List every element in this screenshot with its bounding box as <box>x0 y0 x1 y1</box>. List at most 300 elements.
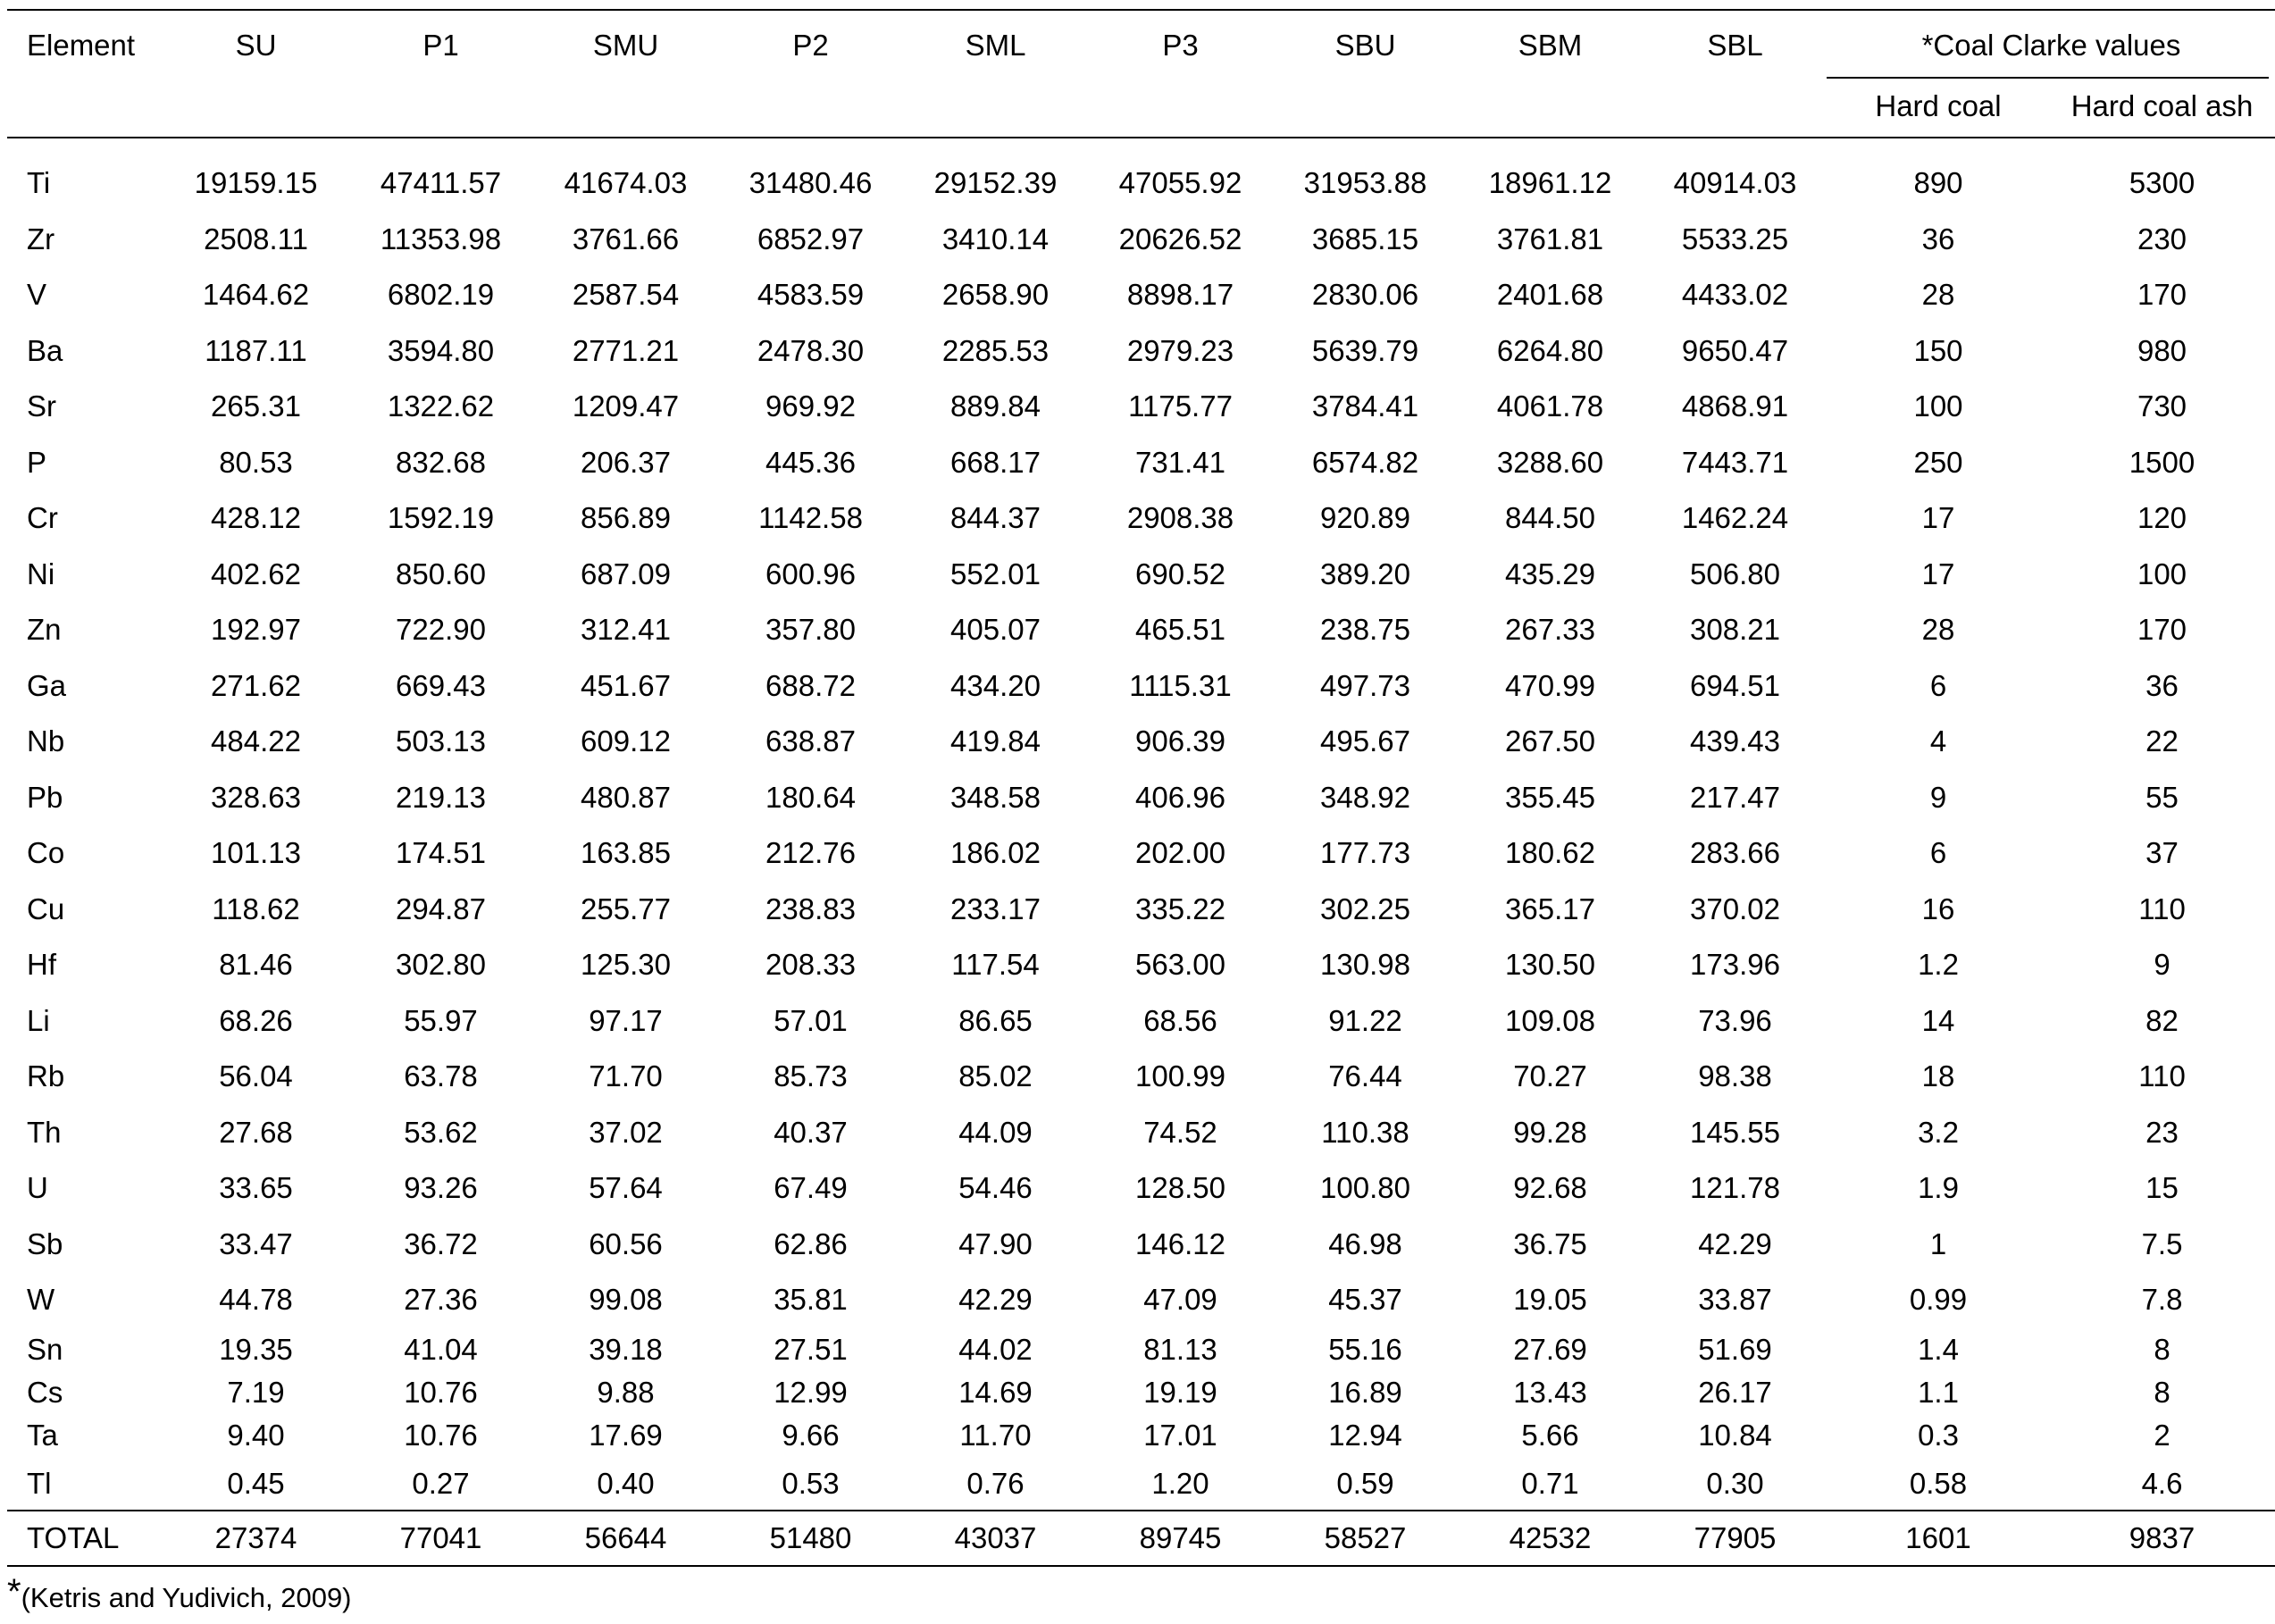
table-cell: 230 <box>2137 222 2187 255</box>
table-cell: 17.69 <box>589 1418 663 1452</box>
table-cell: 480.87 <box>581 780 671 814</box>
table-cell: 2 <box>2154 1418 2170 1452</box>
table-cell: 688.72 <box>765 668 856 702</box>
table-cell: 74.52 <box>1143 1115 1217 1149</box>
table-cell: 3288.60 <box>1496 445 1604 479</box>
table-cell: 46.98 <box>1328 1226 1402 1260</box>
header-col-p3: P3 <box>1162 29 1199 62</box>
table-cell: 5639.79 <box>1311 333 1419 367</box>
table-cell: 2285.53 <box>941 333 1050 367</box>
footnote-text: (Ketris and Yudivich, 2009) <box>21 1582 352 1613</box>
table-cell: 192.97 <box>211 613 301 647</box>
table-cell: 1209.47 <box>572 389 680 423</box>
row-element-label: Li <box>27 1003 50 1037</box>
table-cell: 97.17 <box>589 1003 663 1037</box>
row-element-label: Hf <box>27 948 56 982</box>
table-row <box>0 937 2275 993</box>
table-cell: 67.49 <box>774 1171 848 1205</box>
table-cell: 9 <box>1929 780 1947 814</box>
table-cell: 9 <box>2154 948 2170 982</box>
row-element-label: Sr <box>27 389 56 423</box>
table-cell: 302.80 <box>396 948 486 982</box>
table-cell: 1592.19 <box>387 501 495 535</box>
table-cell: 1.2 <box>1918 948 1959 982</box>
table-cell: 16.89 <box>1328 1375 1402 1409</box>
table-cell: 1.4 <box>1918 1332 1959 1366</box>
table-cell: 308.21 <box>1690 613 1780 647</box>
table-cell: 19.19 <box>1143 1375 1217 1409</box>
table-cell: 3784.41 <box>1311 389 1419 423</box>
table-cell: 125.30 <box>581 948 671 982</box>
table-cell: 174.51 <box>396 836 486 870</box>
table-cell: 86.65 <box>958 1003 1033 1037</box>
table-cell: 506.80 <box>1690 557 1780 590</box>
table-cell: 146.12 <box>1135 1226 1225 1260</box>
row-element-label: V <box>27 278 47 312</box>
table-row <box>0 1217 2275 1273</box>
table-row <box>0 547 2275 603</box>
table-cell: 445.36 <box>765 445 856 479</box>
table-cell: 355.45 <box>1505 780 1595 814</box>
table-cell: 8 <box>2154 1332 2170 1366</box>
table-cell: 419.84 <box>950 724 1041 758</box>
table-cell: 389.20 <box>1320 557 1410 590</box>
row-element-label: Ti <box>27 166 51 200</box>
table-cell: 17.01 <box>1143 1418 1217 1452</box>
table-cell: 850.60 <box>396 557 486 590</box>
table-cell: 4433.02 <box>1681 278 1789 312</box>
table-cell: 17 <box>1921 557 1955 590</box>
table-cell: 42.29 <box>1698 1226 1772 1260</box>
table-cell: 6574.82 <box>1311 445 1419 479</box>
table-cell: 2979.23 <box>1126 333 1234 367</box>
table-cell: 36 <box>2145 668 2179 702</box>
table-cell: 98.38 <box>1698 1059 1772 1093</box>
total-cell: 89745 <box>1139 1520 1222 1554</box>
table-cell: 6802.19 <box>387 278 495 312</box>
table-cell: 6852.97 <box>757 222 865 255</box>
table-cell: 470.99 <box>1505 668 1595 702</box>
table-cell: 19.05 <box>1513 1283 1587 1317</box>
table-cell: 12.94 <box>1328 1418 1402 1452</box>
table-cell: 26.17 <box>1698 1375 1772 1409</box>
table-cell: 250 <box>1913 445 1963 479</box>
header-row-2 <box>0 75 2275 138</box>
table-cell: 36.75 <box>1513 1226 1587 1260</box>
total-row <box>0 1511 2275 1566</box>
table-cell: 370.02 <box>1690 892 1780 925</box>
table-cell: 35.81 <box>774 1283 848 1317</box>
table-cell: 6264.80 <box>1496 333 1604 367</box>
table-cell: 312.41 <box>581 613 671 647</box>
table-cell: 428.12 <box>211 501 301 535</box>
table-cell: 8 <box>2154 1375 2170 1409</box>
table-cell: 2587.54 <box>572 278 680 312</box>
table-cell: 0.58 <box>1909 1466 1968 1500</box>
header-col-p1: P1 <box>422 29 459 62</box>
total-cell: 56644 <box>584 1520 667 1554</box>
table-cell: 265.31 <box>211 389 301 423</box>
table-cell: 6 <box>1929 668 1947 702</box>
table-cell: 44.78 <box>219 1283 293 1317</box>
table-cell: 2401.68 <box>1496 278 1604 312</box>
table-cell: 11353.98 <box>380 222 502 255</box>
table-cell: 18961.12 <box>1488 166 1612 200</box>
row-element-label: Pb <box>27 780 63 814</box>
table-cell: 730 <box>2137 389 2187 423</box>
table-cell: 1462.24 <box>1681 501 1789 535</box>
table-row <box>0 379 2275 435</box>
table-cell: 110 <box>2138 892 2186 925</box>
row-element-label: P <box>27 445 47 479</box>
table-cell: 4061.78 <box>1496 389 1604 423</box>
table-body <box>0 138 2275 1566</box>
table-cell: 36.72 <box>404 1226 478 1260</box>
table-row <box>0 267 2275 323</box>
table-cell: 31480.46 <box>749 166 873 200</box>
table-cell: 18 <box>1921 1059 1955 1093</box>
table-row <box>0 1049 2275 1105</box>
table-cell: 120 <box>2137 501 2187 535</box>
row-element-label: U <box>27 1171 48 1205</box>
table-cell: 71.70 <box>589 1059 663 1093</box>
table-cell: 0.76 <box>966 1466 1025 1500</box>
table-cell: 731.41 <box>1135 445 1225 479</box>
total-cell: 77905 <box>1694 1520 1777 1554</box>
table-row <box>0 435 2275 491</box>
table-cell: 4.6 <box>2141 1466 2183 1500</box>
table-cell: 2830.06 <box>1311 278 1419 312</box>
header-coal-clarke-group: *Coal Clarke values <box>1921 29 2181 62</box>
table-cell: 7443.71 <box>1681 445 1789 479</box>
row-element-label: Sn <box>27 1332 63 1366</box>
row-element-label: Zn <box>27 613 62 647</box>
table-cell: 55.16 <box>1328 1332 1402 1366</box>
table-cell: 1500 <box>2129 445 2196 479</box>
table-cell: 434.20 <box>950 668 1041 702</box>
table-cell: 130.98 <box>1320 948 1410 982</box>
table-row <box>0 490 2275 547</box>
table-cell: 980 <box>2137 333 2187 367</box>
table-cell: 439.43 <box>1690 724 1780 758</box>
table-row <box>0 993 2275 1050</box>
table-cell: 63.78 <box>404 1059 478 1093</box>
table-cell: 68.26 <box>219 1003 293 1037</box>
header-col-sml: SML <box>965 29 1026 62</box>
table-cell: 2771.21 <box>572 333 680 367</box>
table-cell: 101.13 <box>211 836 301 870</box>
table-cell: 3761.81 <box>1496 222 1604 255</box>
table-row <box>0 1105 2275 1161</box>
table-cell: 3410.14 <box>941 222 1050 255</box>
table-cell: 17 <box>1921 501 1955 535</box>
table-cell: 495.67 <box>1320 724 1410 758</box>
table-cell: 233.17 <box>950 892 1041 925</box>
table-cell: 44.02 <box>958 1332 1033 1366</box>
table-cell: 80.53 <box>219 445 293 479</box>
table-cell: 328.63 <box>211 780 301 814</box>
table-cell: 0.3 <box>1918 1418 1959 1452</box>
table-cell: 402.62 <box>211 557 301 590</box>
total-cell: 77041 <box>399 1520 482 1554</box>
table-cell: 4583.59 <box>757 278 865 312</box>
table-cell: 302.25 <box>1320 892 1410 925</box>
row-element-label: Cs <box>27 1375 63 1409</box>
table-cell: 8898.17 <box>1126 278 1234 312</box>
table-row <box>0 323 2275 380</box>
table-cell: 348.92 <box>1320 780 1410 814</box>
table-row <box>0 1272 2275 1328</box>
table-cell: 41.04 <box>404 1332 478 1366</box>
table-cell: 150 <box>1913 333 1963 367</box>
table-cell: 19159.15 <box>194 166 318 200</box>
table-cell: 267.50 <box>1505 724 1595 758</box>
table-cell: 57.01 <box>774 1003 848 1037</box>
table-cell: 47.09 <box>1143 1283 1217 1317</box>
total-cell: 27374 <box>214 1520 297 1554</box>
table-cell: 0.45 <box>227 1466 285 1500</box>
table-cell: 348.58 <box>950 780 1041 814</box>
header-col-sbu: SBU <box>1334 29 1396 62</box>
table-cell: 23 <box>2145 1115 2179 1149</box>
table-cell: 844.50 <box>1505 501 1595 535</box>
table-cell: 55 <box>2145 780 2179 814</box>
table-cell: 145.55 <box>1690 1115 1780 1149</box>
table-cell: 99.08 <box>589 1283 663 1317</box>
table-row <box>0 155 2275 212</box>
table-cell: 0.27 <box>412 1466 470 1500</box>
table-cell: 1 <box>1929 1226 1947 1260</box>
table-cell: 5533.25 <box>1681 222 1789 255</box>
table-cell: 14 <box>1921 1003 1955 1037</box>
table-cell: 9650.47 <box>1681 333 1789 367</box>
header-hard-coal-ash: Hard coal ash <box>2070 89 2254 122</box>
row-element-label: Tl <box>27 1466 52 1500</box>
table-cell: 856.89 <box>581 501 671 535</box>
table-cell: 110 <box>2138 1059 2186 1093</box>
table-cell: 27.68 <box>219 1115 293 1149</box>
table-cell: 19.35 <box>219 1332 293 1366</box>
table-cell: 465.51 <box>1135 613 1225 647</box>
table-cell: 47411.57 <box>380 166 502 200</box>
row-element-label: Ta <box>27 1418 58 1452</box>
table-cell: 208.33 <box>765 948 856 982</box>
table-cell: 202.00 <box>1135 836 1225 870</box>
table-cell: 722.90 <box>396 613 486 647</box>
table-row <box>0 1371 2275 1414</box>
table-cell: 238.83 <box>765 892 856 925</box>
table-cell: 1.20 <box>1151 1466 1209 1500</box>
table-cell: 68.56 <box>1143 1003 1217 1037</box>
table-cell: 170 <box>2137 278 2187 312</box>
table-cell: 219.13 <box>396 780 486 814</box>
table-cell: 163.85 <box>581 836 671 870</box>
table-cell: 33.87 <box>1698 1283 1772 1317</box>
header-col-su: SU <box>235 29 277 62</box>
table-cell: 91.22 <box>1328 1003 1402 1037</box>
table-cell: 497.73 <box>1320 668 1410 702</box>
header-col-sbm: SBM <box>1518 29 1583 62</box>
row-element-label: W <box>27 1283 55 1317</box>
table-cell: 117.54 <box>951 948 1040 982</box>
table-cell: 609.12 <box>581 724 671 758</box>
table-cell: 31953.88 <box>1303 166 1427 200</box>
table-cell: 93.26 <box>404 1171 478 1205</box>
table-cell: 3761.66 <box>572 222 680 255</box>
footnote <box>7 1572 352 1614</box>
table-cell: 294.87 <box>396 892 486 925</box>
table-cell: 44.09 <box>958 1115 1033 1149</box>
table-cell: 690.52 <box>1135 557 1225 590</box>
table-cell: 1322.62 <box>387 389 495 423</box>
table-cell: 177.73 <box>1320 836 1410 870</box>
table-row <box>0 714 2275 770</box>
table-cell: 27.51 <box>774 1332 848 1366</box>
table-cell: 1142.58 <box>758 501 863 535</box>
table-row <box>0 1414 2275 1457</box>
table-cell: 600.96 <box>765 557 856 590</box>
table-row <box>0 1457 2275 1511</box>
row-element-label: Th <box>27 1115 62 1149</box>
table-row <box>0 825 2275 882</box>
table-cell: 118.62 <box>212 892 300 925</box>
table-cell: 81.13 <box>1143 1332 1217 1366</box>
table-cell: 7.8 <box>2141 1283 2183 1317</box>
total-label: TOTAL <box>27 1520 120 1554</box>
table-cell: 0.99 <box>1909 1283 1968 1317</box>
header-col-sbl: SBL <box>1707 29 1763 62</box>
table-cell: 365.17 <box>1505 892 1595 925</box>
table-cell: 100.80 <box>1320 1171 1410 1205</box>
table-cell: 844.37 <box>950 501 1041 535</box>
table-cell: 40.37 <box>774 1115 848 1149</box>
table-cell: 217.47 <box>1690 780 1780 814</box>
table-cell: 13.43 <box>1513 1375 1587 1409</box>
table-cell: 22 <box>2145 724 2179 758</box>
table-cell: 484.22 <box>211 724 301 758</box>
table-cell: 47.90 <box>958 1226 1033 1260</box>
table-cell: 435.29 <box>1505 557 1595 590</box>
table-cell: 1.1 <box>1918 1375 1959 1409</box>
table-cell: 563.00 <box>1135 948 1225 982</box>
footnote-asterisk: * <box>7 1572 21 1611</box>
row-element-label: Rb <box>27 1059 65 1093</box>
table-cell: 3.2 <box>1918 1115 1959 1149</box>
table-cell: 832.68 <box>396 445 486 479</box>
table-cell: 180.64 <box>765 780 856 814</box>
table-cell: 890 <box>1913 166 1963 200</box>
table-cell: 28 <box>1921 278 1955 312</box>
total-cell: 51480 <box>769 1520 852 1554</box>
table-cell: 56.04 <box>219 1059 293 1093</box>
row-element-label: Ni <box>27 557 55 590</box>
table-cell: 170 <box>2137 613 2187 647</box>
table-cell: 15 <box>2145 1171 2179 1205</box>
table-cell: 0.40 <box>597 1466 655 1500</box>
table-cell: 10.76 <box>404 1418 478 1452</box>
table-cell: 212.76 <box>765 836 856 870</box>
table-cell: 335.22 <box>1135 892 1225 925</box>
table-cell: 10.84 <box>1698 1418 1772 1452</box>
table-cell: 9.66 <box>782 1418 840 1452</box>
table-cell: 7.5 <box>2141 1226 2183 1260</box>
table-cell: 57.64 <box>589 1171 663 1205</box>
table-cell: 110.38 <box>1321 1115 1409 1149</box>
table-cell: 2478.30 <box>757 333 865 367</box>
table-cell: 130.50 <box>1505 948 1595 982</box>
table-cell: 186.02 <box>950 836 1041 870</box>
total-cell: 9837 <box>2129 1520 2196 1554</box>
table-cell: 33.65 <box>219 1171 293 1205</box>
table-cell: 669.43 <box>396 668 486 702</box>
table-cell: 27.36 <box>404 1283 478 1317</box>
table-cell: 76.44 <box>1328 1059 1402 1093</box>
table-cell: 100.99 <box>1135 1059 1225 1093</box>
table-cell: 85.02 <box>958 1059 1033 1093</box>
header-row-1 <box>0 16 2275 75</box>
table-cell: 238.75 <box>1320 613 1410 647</box>
table-cell: 406.96 <box>1135 780 1225 814</box>
table-cell: 638.87 <box>765 724 856 758</box>
table-cell: 920.89 <box>1320 501 1410 535</box>
table-cell: 54.46 <box>958 1171 1033 1205</box>
table-cell: 11.70 <box>959 1418 1032 1452</box>
row-element-label: Zr <box>27 222 55 255</box>
table-cell: 40914.03 <box>1673 166 1797 200</box>
table-cell: 3685.15 <box>1311 222 1419 255</box>
row-element-label: Ba <box>27 333 63 367</box>
total-cell: 42532 <box>1509 1520 1592 1554</box>
table-cell: 16 <box>1921 892 1955 925</box>
row-element-label: Ga <box>27 668 67 702</box>
table-cell: 180.62 <box>1505 836 1595 870</box>
table-cell: 0.53 <box>782 1466 840 1500</box>
table-cell: 552.01 <box>950 557 1041 590</box>
row-element-label: Nb <box>27 724 65 758</box>
table-row <box>0 212 2275 268</box>
table-cell: 12.99 <box>774 1375 848 1409</box>
table-cell: 694.51 <box>1690 668 1780 702</box>
table-cell: 47055.92 <box>1118 166 1242 200</box>
total-cell: 58527 <box>1324 1520 1407 1554</box>
table-cell: 267.33 <box>1505 613 1595 647</box>
table-cell: 109.08 <box>1505 1003 1595 1037</box>
table-cell: 14.69 <box>958 1375 1033 1409</box>
table-cell: 45.37 <box>1328 1283 1402 1317</box>
table-cell: 906.39 <box>1135 724 1225 758</box>
table-cell: 73.96 <box>1698 1003 1772 1037</box>
table-cell: 42.29 <box>958 1283 1033 1317</box>
table-row <box>0 1328 2275 1371</box>
table-cell: 451.67 <box>581 668 671 702</box>
row-element-label: Cu <box>27 892 65 925</box>
table-cell: 969.92 <box>765 389 856 423</box>
table-cell: 3594.80 <box>387 333 495 367</box>
table-cell: 39.18 <box>589 1332 663 1366</box>
table-cell: 1115.31 <box>1129 668 1232 702</box>
table-cell: 1464.62 <box>202 278 310 312</box>
table-cell: 1187.11 <box>205 333 307 367</box>
table-cell: 2908.38 <box>1126 501 1234 535</box>
total-cell: 1601 <box>1905 1520 1971 1554</box>
header-col-p2: P2 <box>792 29 829 62</box>
table-cell: 100 <box>1913 389 1963 423</box>
table-cell: 55.97 <box>404 1003 478 1037</box>
table-cell: 6 <box>1929 836 1947 870</box>
table-cell: 62.86 <box>774 1226 848 1260</box>
table-cell: 206.37 <box>581 445 671 479</box>
table-cell: 81.46 <box>219 948 293 982</box>
